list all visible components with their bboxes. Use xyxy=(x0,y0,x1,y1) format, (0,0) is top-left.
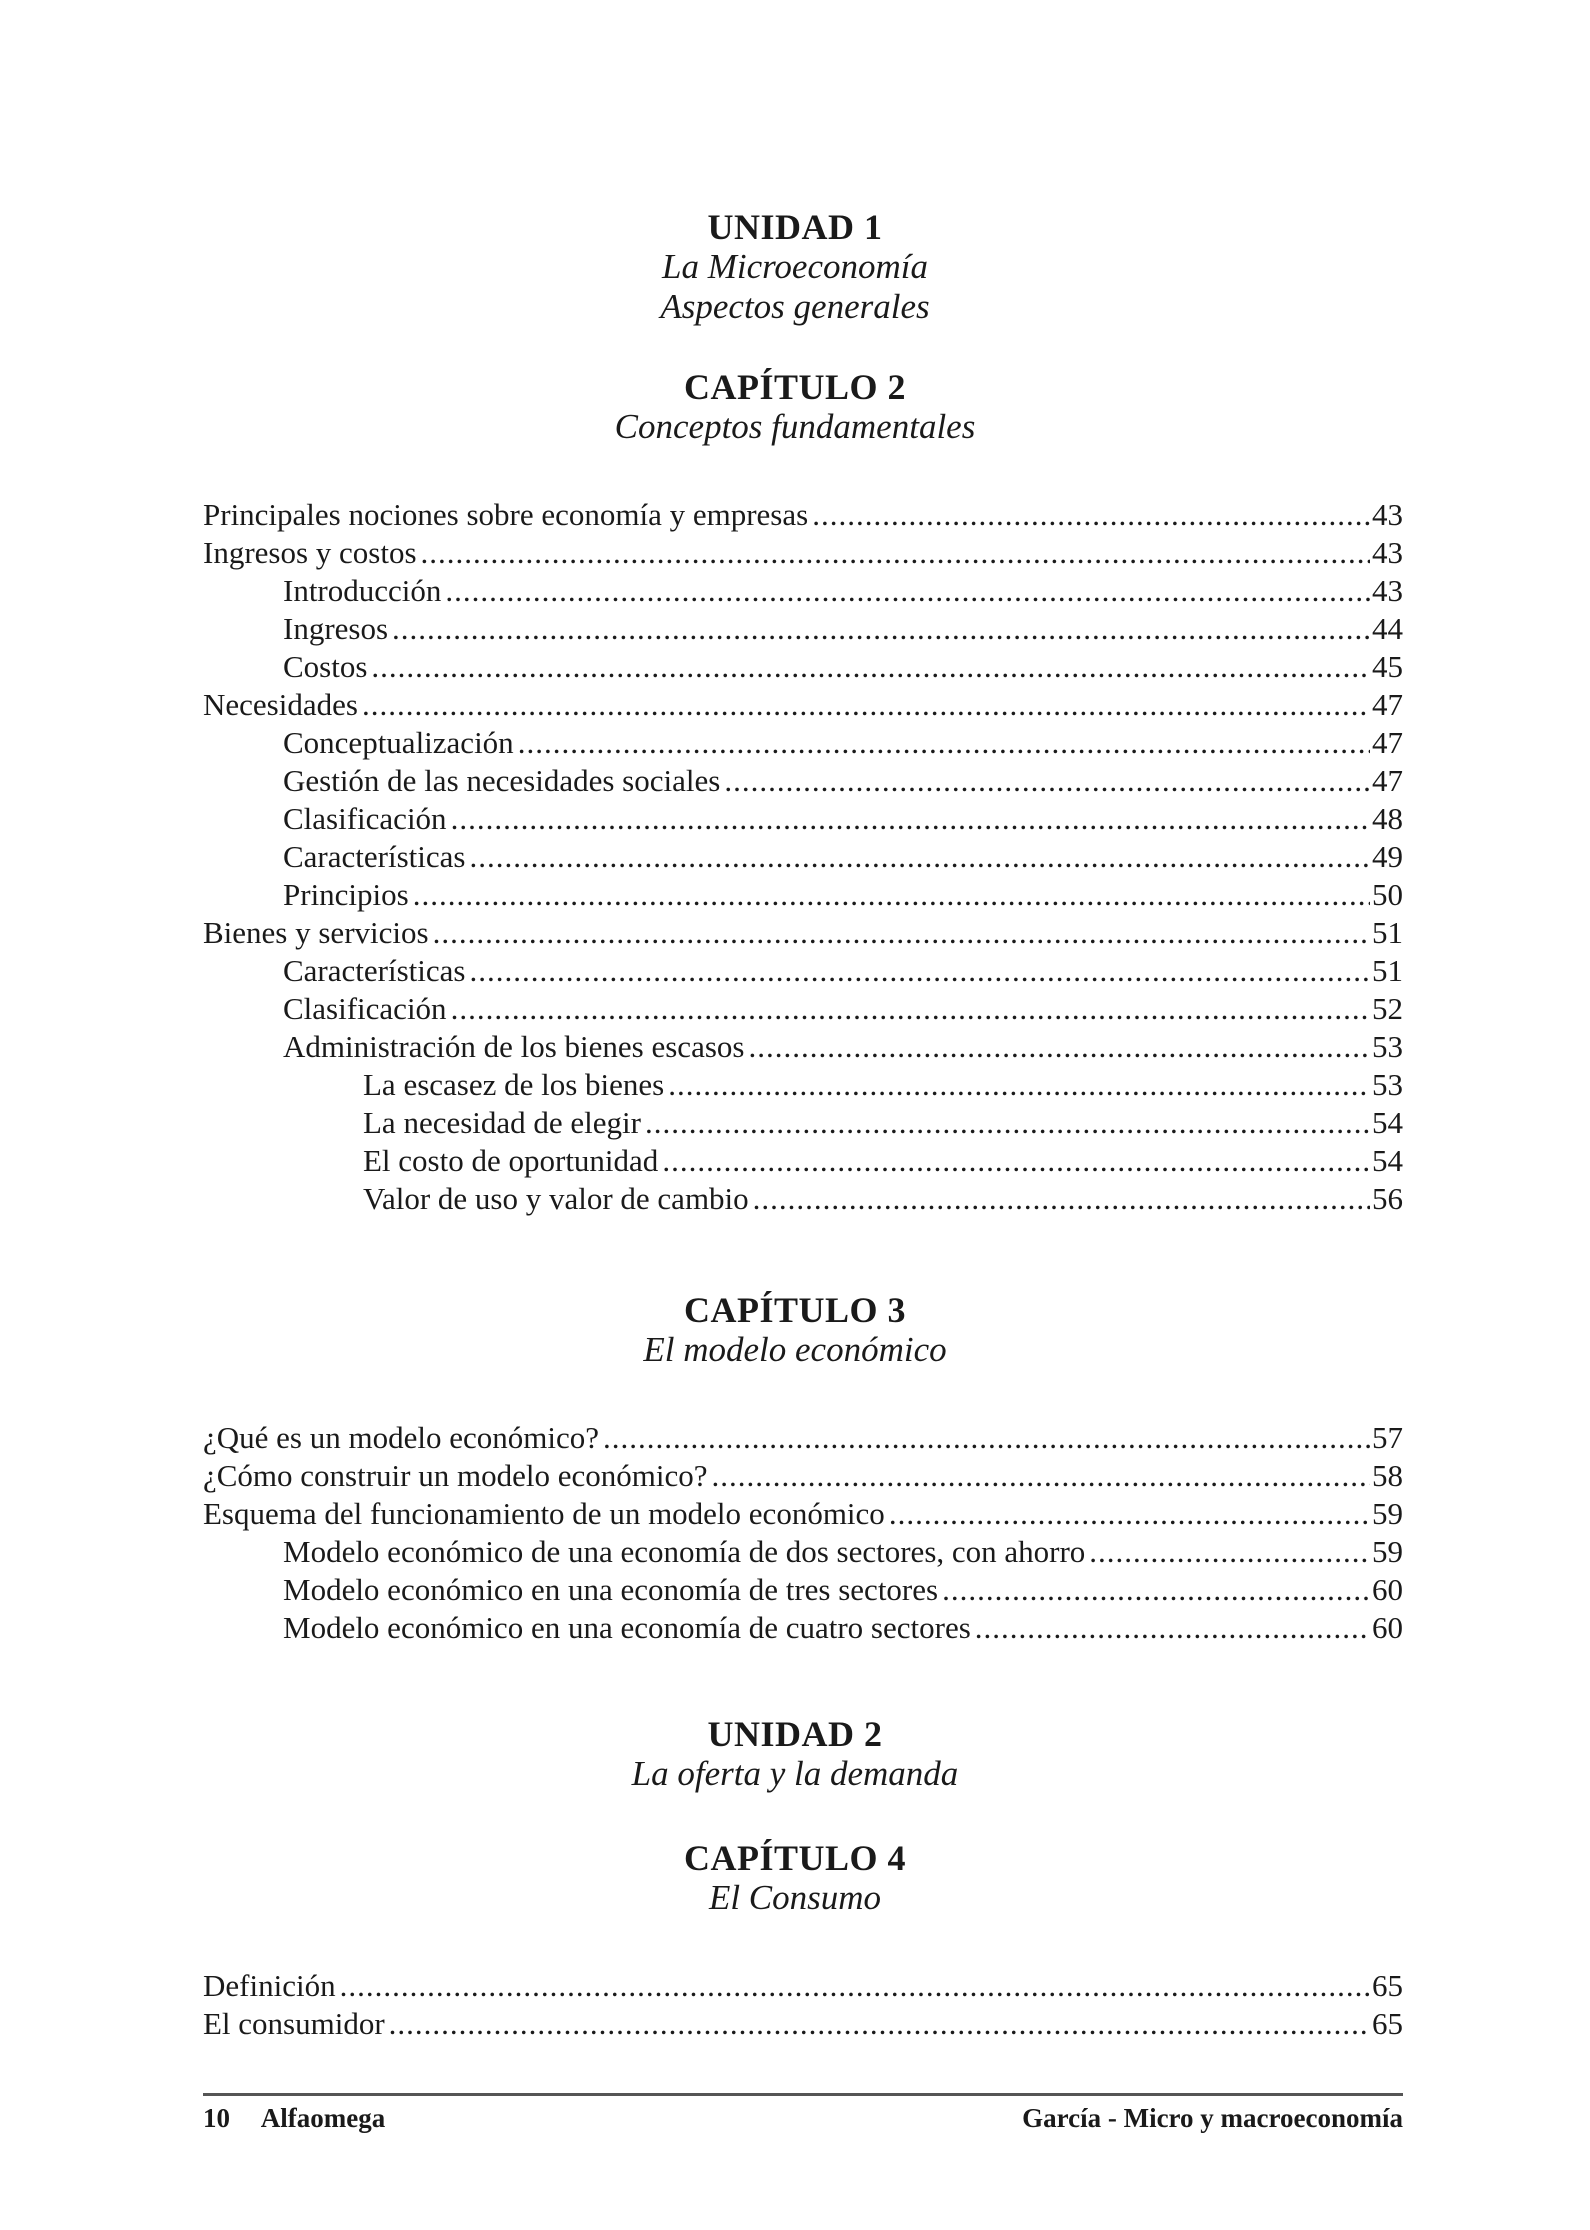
toc-dot-leader xyxy=(433,914,1370,952)
footer-rule xyxy=(203,2093,1403,2096)
toc-page-number: 52 xyxy=(1372,991,1403,1026)
page-footer xyxy=(203,2103,1403,2134)
toc-dot-leader xyxy=(748,1028,1370,1066)
toc-entry-title: Características xyxy=(283,953,466,988)
toc-dot-leader xyxy=(668,1066,1370,1104)
toc-page-number: 49 xyxy=(1372,839,1403,874)
toc-page-number: 60 xyxy=(1372,1610,1403,1645)
toc-dot-leader xyxy=(469,838,1370,876)
unit-2-heading xyxy=(0,1714,1590,1794)
toc-entry xyxy=(203,1571,1403,1609)
toc-entry xyxy=(203,534,1403,572)
toc-entry-title: Costos xyxy=(283,649,368,684)
unit-title: UNIDAD 1 xyxy=(707,207,883,247)
toc-page-number: 43 xyxy=(1372,573,1403,608)
toc-entry-title: Introducción xyxy=(283,573,442,608)
toc-entry-title: El consumidor xyxy=(203,2006,385,2041)
chapter-subtitle: El Consumo xyxy=(708,1878,882,1917)
toc-page-number: 51 xyxy=(1372,953,1403,988)
toc-page-number: 45 xyxy=(1372,649,1403,684)
toc-dot-leader xyxy=(942,1571,1370,1609)
chapter-subtitle: Conceptos fundamentales xyxy=(614,407,976,446)
unit-1-heading xyxy=(0,207,1590,327)
toc-dot-leader xyxy=(445,572,1370,610)
toc-entry-title: Clasificación xyxy=(283,801,447,836)
toc-chapter-4 xyxy=(203,1967,1403,2043)
toc-page-number: 51 xyxy=(1372,915,1403,950)
toc-entry xyxy=(203,1609,1403,1647)
toc-entry xyxy=(203,876,1403,914)
toc-page-number: 54 xyxy=(1372,1105,1403,1140)
toc-page-number: 65 xyxy=(1372,2006,1403,2041)
toc-dot-leader xyxy=(724,762,1370,800)
toc-dot-leader xyxy=(362,686,1370,724)
toc-dot-leader xyxy=(389,2005,1370,2043)
chapter-title: CAPÍTULO 4 xyxy=(683,1838,907,1878)
toc-dot-leader xyxy=(340,1967,1370,2005)
unit-subtitle: La oferta y la demanda xyxy=(631,1754,959,1793)
toc-page-number: 43 xyxy=(1372,535,1403,570)
toc-entry-title: Valor de uso y valor de cambio xyxy=(363,1181,749,1216)
toc-dot-leader xyxy=(753,1180,1370,1218)
toc-entry xyxy=(203,1142,1403,1180)
toc-dot-leader xyxy=(645,1104,1370,1142)
toc-entry-title: Bienes y servicios xyxy=(203,915,429,950)
toc-entry xyxy=(203,952,1403,990)
toc-entry-title: Necesidades xyxy=(203,687,358,722)
toc-entry-title: Administración de los bienes escasos xyxy=(283,1029,745,1064)
toc-dot-leader xyxy=(518,724,1370,762)
toc-entry-title: La necesidad de elegir xyxy=(363,1105,641,1140)
toc-page-number: 65 xyxy=(1372,1968,1403,2003)
toc-entry-title: Clasificación xyxy=(283,991,447,1026)
toc-dot-leader xyxy=(603,1419,1370,1457)
toc-dot-leader xyxy=(889,1495,1370,1533)
chapter-title: CAPÍTULO 3 xyxy=(683,1290,907,1330)
toc-dot-leader xyxy=(975,1609,1370,1647)
toc-chapter-2 xyxy=(203,496,1403,1218)
book-title: García - Micro y macroeconomía xyxy=(1022,2103,1403,2133)
toc-page-number: 54 xyxy=(1372,1143,1403,1178)
toc-dot-leader xyxy=(469,952,1370,990)
toc-page-number: 50 xyxy=(1372,877,1403,912)
toc-entry xyxy=(203,762,1403,800)
toc-page-number: 60 xyxy=(1372,1572,1403,1607)
toc-dot-leader xyxy=(451,990,1370,1028)
toc-entry xyxy=(203,610,1403,648)
toc-page-number: 56 xyxy=(1372,1181,1403,1216)
toc-page-number: 53 xyxy=(1372,1067,1403,1102)
toc-entry-title: Modelo económico de una economía de dos sectores, con ahorro xyxy=(283,1534,1086,1569)
chapter-subtitle: El modelo económico xyxy=(643,1330,947,1369)
toc-entry xyxy=(203,1533,1403,1571)
toc-page-number: 59 xyxy=(1372,1496,1403,1531)
toc-dot-leader xyxy=(392,610,1370,648)
toc-page-number: 47 xyxy=(1372,687,1403,722)
toc-entry xyxy=(203,572,1403,610)
toc-entry-title: Gestión de las necesidades sociales xyxy=(283,763,721,798)
toc-entry xyxy=(203,2005,1403,2043)
unit-subtitle: Aspectos generales xyxy=(660,287,930,326)
toc-page-number: 48 xyxy=(1372,801,1403,836)
toc-entry-title: Modelo económico en una economía de tres sectores xyxy=(283,1572,939,1607)
unit-title: UNIDAD 2 xyxy=(707,1714,883,1754)
toc-entry-title: Modelo económico en una economía de cuatro sectores xyxy=(283,1610,971,1645)
toc-entry xyxy=(203,496,1403,534)
toc-entry xyxy=(203,686,1403,724)
toc-entry xyxy=(203,1495,1403,1533)
toc-dot-leader xyxy=(1089,1533,1370,1571)
toc-page-number: 43 xyxy=(1372,497,1403,532)
toc-entry xyxy=(203,1028,1403,1066)
chapter-3-heading xyxy=(0,1290,1590,1370)
toc-entry xyxy=(203,724,1403,762)
toc-dot-leader xyxy=(812,496,1370,534)
toc-entry xyxy=(203,1104,1403,1142)
toc-entry-title: Principios xyxy=(283,877,409,912)
toc-entry-title: Conceptualización xyxy=(283,725,514,760)
toc-chapter-3 xyxy=(203,1419,1403,1647)
toc-page-number: 58 xyxy=(1372,1458,1403,1493)
toc-entry xyxy=(203,1419,1403,1457)
chapter-2-heading xyxy=(0,367,1590,447)
toc-entry-title: ¿Cómo construir un modelo económico? xyxy=(203,1458,708,1493)
toc-page-number: 47 xyxy=(1372,763,1403,798)
toc-entry xyxy=(203,1457,1403,1495)
toc-page-number: 47 xyxy=(1372,725,1403,760)
toc-page-number: 57 xyxy=(1372,1420,1403,1455)
toc-entry xyxy=(203,838,1403,876)
toc-page-number: 59 xyxy=(1372,1534,1403,1569)
toc-entry xyxy=(203,1066,1403,1104)
chapter-title: CAPÍTULO 2 xyxy=(683,367,907,407)
toc-page-number: 53 xyxy=(1372,1029,1403,1064)
toc-dot-leader xyxy=(662,1142,1370,1180)
toc-page-number: 44 xyxy=(1372,611,1403,646)
toc-entry xyxy=(203,990,1403,1028)
toc-entry-title: Esquema del funcionamiento de un modelo económico xyxy=(203,1496,885,1531)
page-number: 10 xyxy=(203,2103,230,2133)
toc-entry-title: El costo de oportunidad xyxy=(363,1143,659,1178)
toc-entry xyxy=(203,648,1403,686)
footer-left xyxy=(203,2103,385,2134)
toc-entry xyxy=(203,1967,1403,2005)
toc-entry-title: Características xyxy=(283,839,466,874)
toc-dot-leader xyxy=(421,534,1370,572)
toc-entry xyxy=(203,800,1403,838)
toc-entry-title: ¿Qué es un modelo económico? xyxy=(203,1420,599,1455)
toc-entry-title: Principales nociones sobre economía y empresas xyxy=(203,497,809,532)
toc-entry xyxy=(203,914,1403,952)
chapter-4-heading xyxy=(0,1838,1590,1918)
unit-subtitle: La Microeconomía xyxy=(661,247,929,286)
toc-dot-leader xyxy=(712,1457,1371,1495)
toc-entry-title: Ingresos y costos xyxy=(203,535,417,570)
toc-entry-title: Definición xyxy=(203,1968,336,2003)
toc-entry-title: Ingresos xyxy=(283,611,389,646)
toc-dot-leader xyxy=(451,800,1370,838)
toc-entry-title: La escasez de los bienes xyxy=(363,1067,665,1102)
toc-dot-leader xyxy=(413,876,1370,914)
toc-entry xyxy=(203,1180,1403,1218)
toc-dot-leader xyxy=(371,648,1370,686)
publisher-name: Alfaomega xyxy=(260,2103,386,2133)
